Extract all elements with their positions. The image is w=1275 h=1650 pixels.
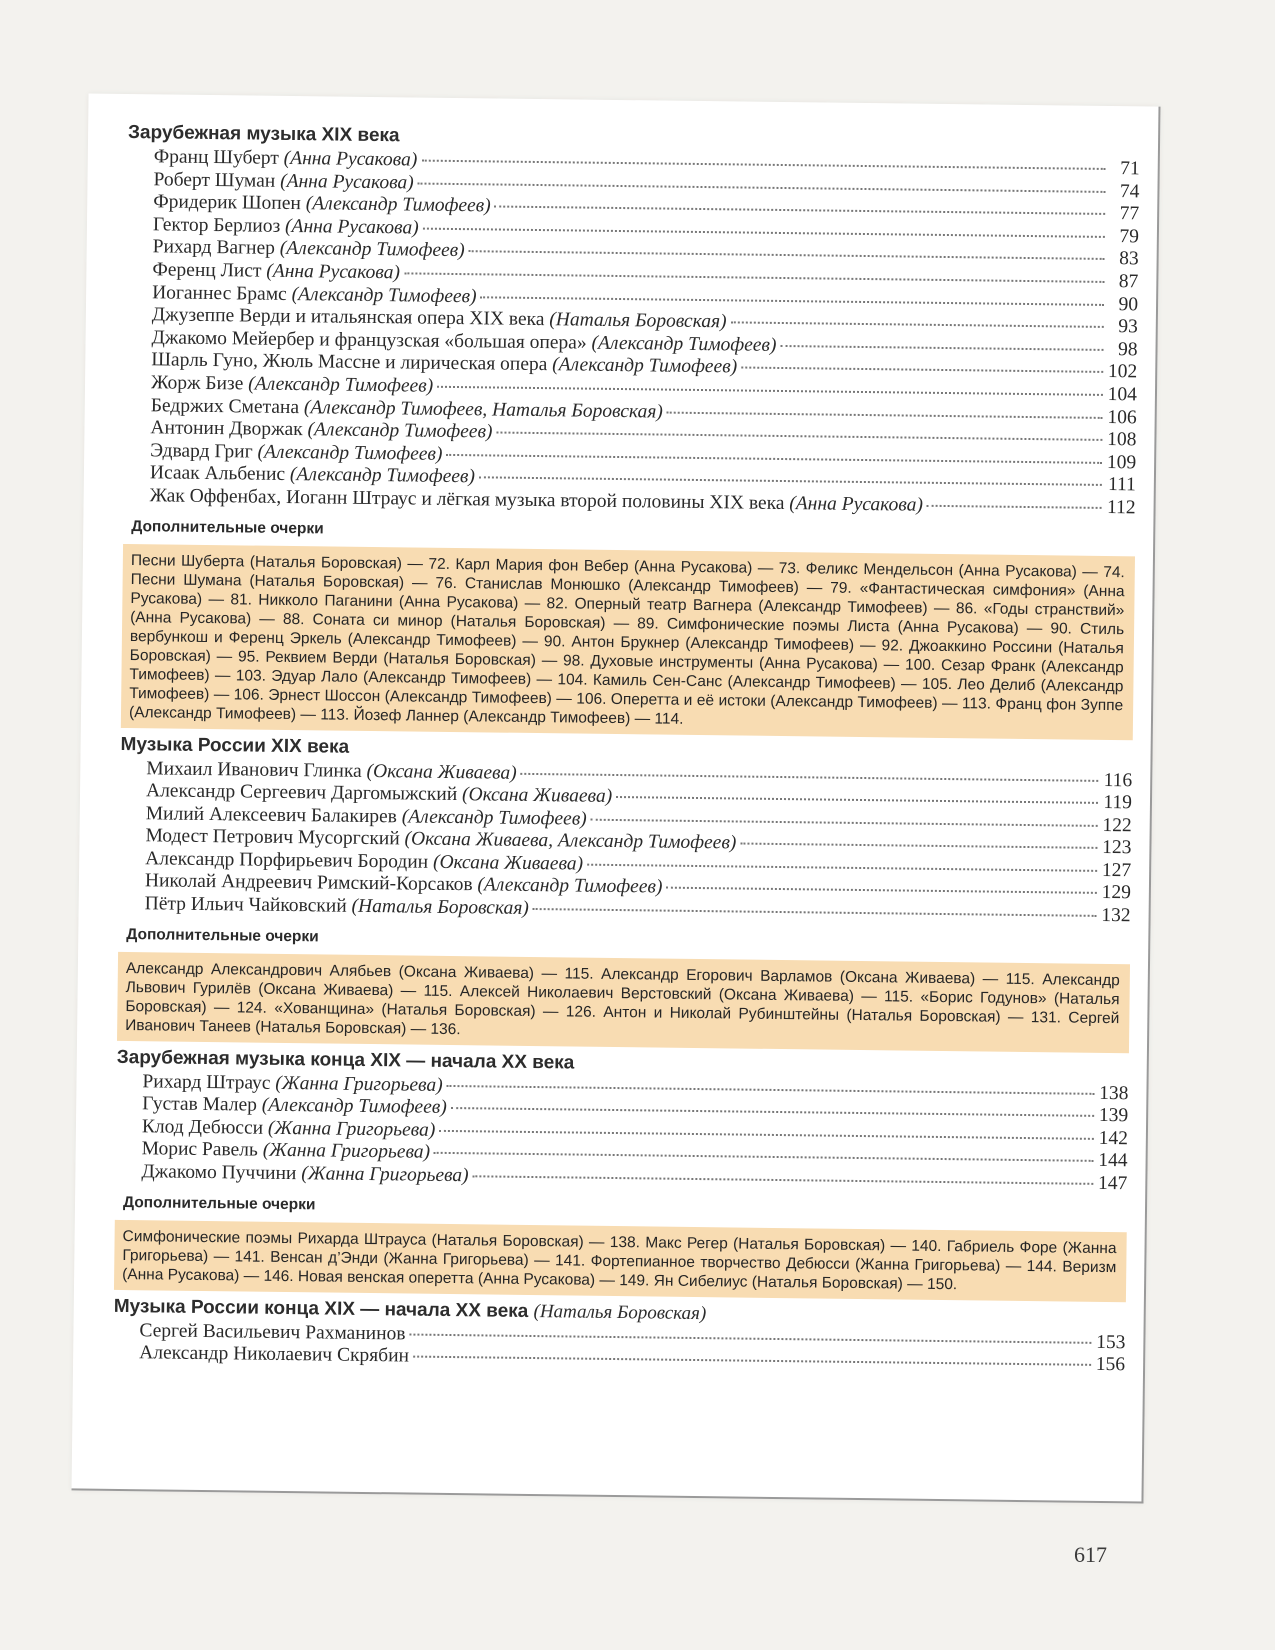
entry-page: 77 xyxy=(1119,203,1140,225)
entry-page: 74 xyxy=(1119,180,1140,202)
entry-title: Рихард Штраус xyxy=(142,1070,271,1094)
entry-author: (Александр Тимофеев) xyxy=(248,373,434,397)
entry-page: 79 xyxy=(1119,225,1140,248)
dot-leader xyxy=(479,477,1102,487)
entry-author: (Жанна Григорьева) xyxy=(262,1140,431,1164)
dot-leader xyxy=(451,1107,1094,1117)
dot-leader xyxy=(780,345,1103,351)
entry-author: (Александр Тимофеев) xyxy=(257,441,443,465)
entry-page: 93 xyxy=(1118,316,1138,338)
entry-title: Шарль Гуно, Жюль Массне и лирическая опера xyxy=(151,349,548,376)
book-page xyxy=(72,94,1161,1504)
entry-author: (Оксана Живаева) xyxy=(366,760,517,784)
table-of-contents xyxy=(113,116,1140,1377)
entry-title: Рихард Вагнер xyxy=(152,236,276,260)
entry-page: 90 xyxy=(1118,293,1139,315)
entry-page: 147 xyxy=(1097,1172,1128,1195)
entry-page: 144 xyxy=(1098,1150,1128,1172)
entry-title: Клод Дебюсси xyxy=(141,1116,264,1139)
dot-leader xyxy=(666,887,1097,894)
dot-leader xyxy=(481,296,1105,306)
dot-leader xyxy=(469,251,1105,261)
entry-title: Морис Равель xyxy=(141,1138,259,1162)
dot-leader xyxy=(616,796,1098,804)
dot-leader xyxy=(495,206,1106,215)
entry-page: 116 xyxy=(1103,769,1133,791)
entry-author: (Анна Русакова) xyxy=(284,215,419,239)
dot-leader xyxy=(447,1085,1095,1095)
entry-author: (Анна Русакова) xyxy=(789,493,924,516)
entry-title: Франц Шуберт xyxy=(153,146,279,169)
dot-leader xyxy=(410,1333,1092,1343)
entry-title: Антонин Дворжак xyxy=(150,417,303,441)
entry-page: 71 xyxy=(1120,158,1140,180)
entry-title: Милий Алексеевич Балакирев xyxy=(145,802,398,828)
entry-page: 87 xyxy=(1118,271,1139,293)
entry-page: 132 xyxy=(1101,905,1131,927)
entry-author: (Александр Тимофеев) xyxy=(552,354,738,378)
entry-author: (Наталья Боровская) xyxy=(351,895,529,920)
toc-section xyxy=(114,1047,1129,1302)
entry-page: 156 xyxy=(1095,1354,1126,1376)
entry-title: Жак Оффенбах, Иоганн Штраус и лёгкая музыка второй половины XIX века xyxy=(149,485,785,514)
dot-leader xyxy=(667,411,1103,418)
entry-title: Ференц Лист xyxy=(152,259,262,282)
dot-leader xyxy=(434,1152,1094,1162)
dot-leader xyxy=(473,1175,1094,1185)
extra-essays-box: Александр Александрович Алябьев (Оксана Живаева) — 115. Александр Егорович Варламов (Оксана Живаева) — 115. Александр Львович Гурилёв (Оксана Живаева) — 115. Алексей Николаевич Верстовский (Оксана Живаева) — 115. «Борис Годунов» (Наталья Боровская) — 124. «Хованщина» (Наталья Боровская) — 126. Антон и Николай Рубинштейны (Наталья Боровская) — 131. Сергей Иванович Танеев (Наталья Боровская) — 136. xyxy=(117,952,1130,1053)
entry-page: 139 xyxy=(1098,1105,1129,1127)
entry-title: Исаак Альбенис xyxy=(149,462,286,486)
entry-page: 111 xyxy=(1107,474,1136,496)
dot-leader xyxy=(521,772,1099,781)
dot-leader xyxy=(496,432,1102,441)
entry-title: Николай Андреевич Римский-Корсаков xyxy=(144,870,473,896)
toc-section xyxy=(113,1296,1126,1378)
entry-title: Джакомо Мейербер и французская «большая опера» xyxy=(151,327,587,354)
entry-page: 129 xyxy=(1101,882,1132,904)
entry-author: (Оксана Живаева) xyxy=(432,851,584,875)
dot-leader xyxy=(423,227,1105,237)
entry-list xyxy=(141,1071,1128,1196)
dot-leader xyxy=(587,864,1097,872)
section-title: Зарубежная музыка конца XIX — начала XX века xyxy=(116,1046,575,1074)
entry-title: Пётр Ильич Чайковский xyxy=(144,893,347,917)
entry-page: 106 xyxy=(1107,406,1137,428)
entry-title: Бедржих Сметана xyxy=(150,394,300,418)
entry-page: 104 xyxy=(1107,383,1138,406)
dot-leader xyxy=(741,367,1103,373)
entry-title: Иоганнес Брамс xyxy=(152,281,287,305)
entry-author: (Александр Тимофеев) xyxy=(279,238,465,262)
entry-page: 123 xyxy=(1102,837,1132,859)
extra-essays-title: Дополнительные очерки xyxy=(131,517,324,537)
entry-title: Александр Порфирьевич Бородин xyxy=(145,848,429,873)
entry-title: Жорж Бизе xyxy=(150,372,244,395)
entry-title: Сергей Васильевич Рахманинов xyxy=(139,1319,406,1345)
entry-author: (Наталья Боровская) xyxy=(549,309,727,333)
entry-author: (Александр Тимофеев) xyxy=(289,464,476,488)
dot-leader xyxy=(533,908,1097,917)
dot-leader xyxy=(413,1356,1091,1366)
entry-author: (Анна Русакова) xyxy=(280,170,414,194)
dot-leader xyxy=(418,182,1106,192)
section-title-text: Музыка России конца XIX — начала XX века xyxy=(113,1295,529,1322)
section-author: (Наталья Боровская) xyxy=(533,1300,707,1324)
entry-title: Гектор Берлиоз xyxy=(152,214,281,237)
entry-author: (Жанна Григорьева) xyxy=(301,1163,469,1187)
entry-page: 142 xyxy=(1098,1127,1129,1150)
entry-author: (Жанна Григорьева) xyxy=(267,1117,436,1141)
dot-leader xyxy=(437,386,1103,396)
entry-title: Фридерик Шопен xyxy=(153,191,302,215)
entry-page: 119 xyxy=(1103,792,1133,814)
entry-title: Александр Сергеевич Даргомыжский xyxy=(145,780,458,806)
entry-title: Михаил Иванович Глинка xyxy=(146,757,362,782)
entry-page: 153 xyxy=(1096,1331,1126,1353)
entry-author: (Александр Тимофеев) xyxy=(307,419,493,443)
entry-page: 112 xyxy=(1106,496,1136,519)
entry-author: (Оксана Живаева) xyxy=(461,784,613,808)
entry-author: (Оксана Живаева, Александр Тимофеев) xyxy=(404,828,737,854)
entry-author: (Александр Тимофеев) xyxy=(591,332,777,356)
extra-essays-title: Дополнительные очерки xyxy=(122,1193,316,1213)
dot-leader xyxy=(446,454,1102,464)
entry-list xyxy=(145,758,1133,928)
dot-leader xyxy=(740,843,1097,849)
dot-leader xyxy=(731,322,1104,329)
extra-essays-title: Дополнительные очерки xyxy=(126,925,319,946)
entry-author: (Анна Русакова) xyxy=(266,260,401,284)
entry-page: 127 xyxy=(1101,859,1132,882)
toc-section xyxy=(121,122,1140,740)
entry-author: (Александр Тимофеев) xyxy=(261,1094,447,1119)
entry-title: Густав Малер xyxy=(142,1093,258,1116)
extra-essays-box: Песни Шуберта (Наталья Боровская) — 72. Карл Мария фон Вебер (Анна Русакова) — 73. Феликс Мендельсон (Анна Русакова) — 74. Песни Шумана (Наталья Боровская) — 76. Станислав Монюшко (Александр Тимофеев) — 79. «Фантастическая симфония» (Анна Русакова) — 81. Никколо Паганини (Анна Русакова) — 82. Оперный театр Вагнера (Александр Тимофеев) — 86. «Годы странствий» (Анна Русакова) — 88. Соната си минор (Наталья Боровская) — 89. Симфонические поэмы Листа (Анна Русакова) — 90. Стиль вербункош и Ференц Эркель (Александр Тимофеев) — 90. Антон Брукнер (Александр Тимофеев) — 92. Джоаккино Россини (Наталья Боровская) — 95. Реквием Верди (Наталья Боровская) — 98. Духовые инструменты (Анна Русакова) — 100. Сезар Франк (Александр Тимофеев) — 103. Эдуар Лало (Александр Тимофеев) — 104. Камиль Сен-Санс (Александр Тимофеев) — 105. Лео Делиб (Александр Тимофеев) — 106. Эрнест Шоссон (Александр Тимофеев) — 106. Оперетта и её истоки (Александр Тимофеев) — 113. Франц фон Зуппе (Александр Тимофеев) — 113. Йозеф Ланнер (Александр Тимофеев) — 114. xyxy=(121,543,1135,739)
entry-page: 102 xyxy=(1107,361,1138,383)
dot-leader xyxy=(591,818,1098,826)
extra-essays-box: Симфонические поэмы Рихарда Штрауса (Наталья Боровская) — 138. Макс Регер (Наталья Боровская) — 140. Габриель Форе (Жанна Григорьева) — 141. Венсан д’Энди (Жанна Григорьева) — 141. Фортепианное творчество Дебюсси (Жанна Григорьева) — 144. Веризм (Анна Русакова) — 146. Новая венская оперетта (Анна Русакова) — 149. Ян Сибелиус (Наталья Боровская) — 150. xyxy=(114,1220,1127,1302)
entry-author: (Александр Тимофеев) xyxy=(291,283,477,307)
dot-leader xyxy=(927,505,1102,509)
entry-author: (Анна Русакова) xyxy=(283,147,418,171)
dot-leader xyxy=(439,1130,1094,1140)
entry-title: Джузеппе Верди и итальянская опера XIX века xyxy=(151,304,545,331)
entry-title: Джакомо Пуччини xyxy=(141,1161,297,1185)
entry-author: (Жанна Григорьева) xyxy=(275,1072,443,1096)
entry-title: Модест Петрович Мусоргский xyxy=(145,825,400,850)
dot-leader xyxy=(421,160,1105,170)
entry-page: 108 xyxy=(1107,429,1137,451)
entry-author: (Александр Тимофеев) xyxy=(401,806,587,830)
entry-page: 109 xyxy=(1106,451,1137,474)
section-title: Зарубежная музыка XIX века xyxy=(127,121,400,147)
toc-section xyxy=(117,733,1133,1052)
entry-title: Александр Николаевич Скрябин xyxy=(139,1342,410,1367)
entry-list xyxy=(150,146,1140,520)
entry-list xyxy=(139,1320,1125,1377)
entry-author: (Александр Тимофеев) xyxy=(305,193,491,217)
entry-page: 138 xyxy=(1099,1082,1129,1104)
entry-author: (Александр Тимофеев, Наталья Боровская) xyxy=(303,396,664,423)
page-number: 617 xyxy=(1074,1542,1107,1567)
entry-author: (Александр Тимофеев) xyxy=(477,874,663,899)
entry-page: 98 xyxy=(1117,338,1138,361)
entry-title: Роберт Шуман xyxy=(153,168,276,192)
entry-page: 83 xyxy=(1119,248,1139,270)
entry-page: 122 xyxy=(1102,814,1132,836)
entry-title: Эдвард Григ xyxy=(150,440,253,463)
section-title: Музыка России XIX века xyxy=(120,733,350,758)
dot-leader xyxy=(404,272,1104,283)
